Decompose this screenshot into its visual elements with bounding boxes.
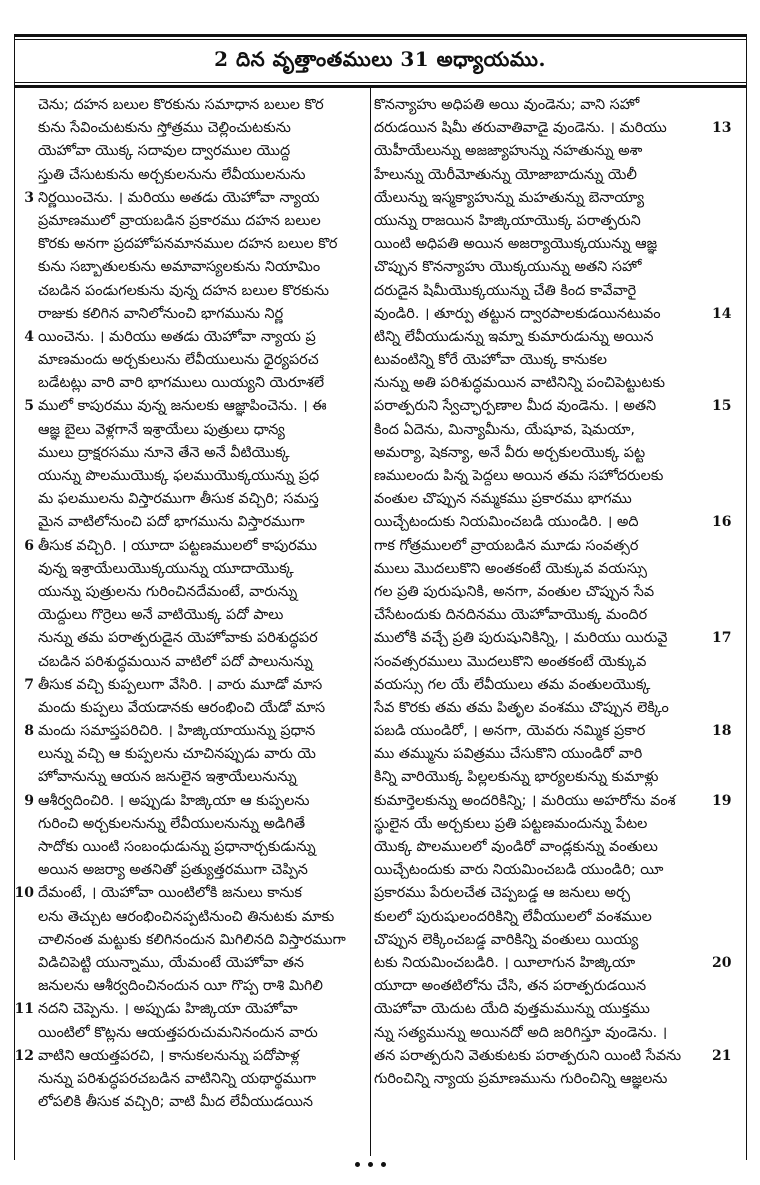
verse-text: చొప్పున లెక్కించబడ్డ వారికిన్ని వంతులు యియ్య xyxy=(374,931,639,948)
text-line xyxy=(38,210,370,233)
verse-text: ఆజ్ఞ బైలు వెళ్లగానే ఇశ్రాయేలు పుత్రులు ధాన్య xyxy=(38,421,285,438)
verse-number: 20 xyxy=(712,954,732,971)
text-line xyxy=(24,790,370,813)
verse-text: యించెను. । మరియు అతడు యెహోవా న్యాయ ప్ర xyxy=(38,328,316,345)
text-line xyxy=(374,558,706,581)
text-line xyxy=(38,488,370,511)
verse-text: చెను; దహన బలుల కొరకును సమాధాన బలుల కొర xyxy=(38,97,324,113)
text-line xyxy=(38,1068,370,1091)
verse-text: ము తమ్మును పవిత్రము చేసుకొని యుండిరో వారి xyxy=(374,746,643,763)
verse-text: ఆశీర్వదించిరి. । అప్పుడు హిజ్కియా ఆ కుప్పలను xyxy=(38,792,310,809)
verse-text: నదని చెప్పెను. । అప్పుడు హిజ్కియా యెహోవా xyxy=(38,1001,298,1018)
text-line xyxy=(374,998,706,1021)
verse-text: కును సబ్బాతులకును అమావాస్యలకును నియామిం xyxy=(38,259,321,276)
text-line xyxy=(38,233,370,256)
verse-text: చేసేటందుకు దినదినము యెహోవాయొక్క మందిర xyxy=(374,607,648,624)
verse-text: టువంటిన్ని కోరే యెహోవా యొక్క కానుకల xyxy=(374,352,607,369)
text-line xyxy=(38,372,370,395)
text-line xyxy=(374,720,732,743)
verse-text: హేలున్ను యెరీమోతున్ను యోజాబాదున్ను యెలీ xyxy=(374,166,637,183)
verse-text: నున్ను పరిశుద్ధపరచబడిన వాటినిన్ని యథార్థముగా xyxy=(38,1070,317,1087)
text-line xyxy=(374,651,706,674)
verse-text: యెద్దులు గొర్రెలు అనే వాటియొక్క పదో పాలు xyxy=(38,607,284,624)
verse-number: 14 xyxy=(712,305,732,322)
verse-number: 13 xyxy=(712,120,732,137)
verse-text: దరుడైన షిమీయొక్కయున్ను చేతి కింద కావేవారై xyxy=(374,282,637,299)
verse-number: 15 xyxy=(712,398,732,415)
verse-text: మాణమందు అర్చకులును లేవీయులును ధైర్యపరచ xyxy=(38,352,319,369)
text-line xyxy=(38,117,370,140)
text-line xyxy=(38,813,370,836)
verse-text: చబడిన పరిశుద్ధమయిన వాటిలో పదో పాలునున్ను xyxy=(38,653,313,670)
text-line xyxy=(38,465,370,488)
text-line xyxy=(38,906,370,929)
verse-text: అయిన అజర్యా అతనితో ప్రత్యుత్తరముగా చెప్పిన xyxy=(38,862,308,879)
verse-text: చొప్పున కొనన్యాహు యొక్కయున్ను అతని సహో xyxy=(374,259,642,276)
verse-text: లను తెచ్చుట ఆరంభించినప్పటినుంచి తినుటకు మాకు xyxy=(38,908,335,925)
text-line xyxy=(374,929,706,952)
text-line xyxy=(38,836,370,859)
page-end-ornament xyxy=(350,1152,390,1176)
verse-text: యెహీయేలున్ను అజజ్యాహున్ను నహతున్ను అశా xyxy=(374,143,643,160)
text-line xyxy=(38,952,370,975)
text-line xyxy=(38,975,370,998)
verse-text: స్తుతి చేసుటకును అర్చకులనును లేవీయులనును xyxy=(38,166,306,183)
text-line xyxy=(374,743,706,766)
page-header xyxy=(14,40,746,82)
text-line xyxy=(24,674,370,697)
text-line xyxy=(24,720,370,743)
verse-text: వయస్సు గల యే లేవీయులు తమ వంతులయొక్క xyxy=(374,676,651,693)
text-line xyxy=(38,929,370,952)
verse-number: 17 xyxy=(712,630,732,647)
verse-text: యెహోవా యొక్క సదావుల ద్వారముల యొద్ద xyxy=(38,143,291,160)
verse-text: కులలో పురుషులందరికిన్ని లేవీయులలో వంశముల xyxy=(374,908,652,925)
verse-text: విడిచిపెట్టి యున్నాము, యేమంటే యెహోవా తన xyxy=(38,954,304,971)
text-line xyxy=(38,280,370,303)
verse-number: 6 xyxy=(24,537,34,554)
text-line xyxy=(38,1091,370,1114)
verse-number: 21 xyxy=(712,1047,732,1064)
text-line xyxy=(374,488,706,511)
text-line xyxy=(38,859,370,882)
text-line xyxy=(374,882,706,905)
verse-text: లోపలికి తీసుక వచ్చిరి; వాటి మీద లేవీయుడయిన xyxy=(38,1094,313,1111)
text-line xyxy=(374,906,706,929)
verse-text: బడేటట్లు వారి వారి భాగములు యియ్యని యెరూశలే xyxy=(38,375,325,392)
text-line xyxy=(374,766,706,789)
verse-text: న్ను సత్యమున్ను అయినదో అది జరిగిస్తూ వుండెను. । xyxy=(374,1024,668,1041)
verse-number: 16 xyxy=(712,514,732,531)
top-border-thick xyxy=(14,34,747,37)
text-line xyxy=(374,674,706,697)
verse-text: ములు మొదలుకొని అంతకంటే యెక్కువ వయస్సు xyxy=(374,560,647,577)
right-border xyxy=(746,34,747,1160)
verse-number: 8 xyxy=(24,723,34,740)
verse-number: 4 xyxy=(24,328,34,345)
text-line xyxy=(374,535,706,558)
verse-text: ములోకి వచ్చే ప్రతి పురుషునికిన్ని, । మరియు యిరువై xyxy=(374,630,668,647)
verse-number: 18 xyxy=(712,723,732,740)
column-divider xyxy=(370,86,371,1156)
verse-text: ములు ద్రాక్షరసము నూనె తేనె అనే వీటియొక్క xyxy=(38,444,290,461)
text-line xyxy=(24,187,370,210)
text-line xyxy=(374,836,706,859)
text-line xyxy=(38,256,370,279)
text-line xyxy=(374,164,706,187)
verse-text: వంతుల చొప్పున నమ్మకము ప్రకారము భాగము xyxy=(374,491,632,508)
text-line xyxy=(38,303,370,326)
verse-text: కును సేవించుటకును స్తోత్రము చెల్లించుటకును xyxy=(38,120,291,137)
text-line xyxy=(374,1022,706,1045)
text-line xyxy=(38,651,370,674)
verse-text: దేమంటే, । యెహోవా యింటిలోకి జనులు కానుక xyxy=(38,885,302,902)
text-line xyxy=(24,535,370,558)
verse-text: కొనన్యాహు అధిపతి అయి వుండెను; వాని సహో xyxy=(374,97,640,113)
verse-text: నున్ను తమ పరాత్పరుడైన యెహోవాకు పరిశుద్ధపర xyxy=(38,630,318,647)
verse-text: స్థులైన యే అర్చకులు ప్రతి పట్టణమందున్ను పేటల xyxy=(374,815,648,832)
verse-text: యిచ్చేటందుకు నియమించబడి యుండిరి. । అది xyxy=(374,514,639,531)
verse-text: కింద ఏదెను, మిన్యామీను, యేషూవ, షెమయా, xyxy=(374,421,635,438)
verse-text: కిన్ని వారియొక్క పిల్లలకున్ను భార్యలకున్ను కుమాళ్లు xyxy=(374,769,659,786)
verse-text: యూదా అంతటిలోను చేసి, తన పరాత్పరుడయిన xyxy=(374,978,647,995)
verse-text: ప్రకారము పేరులచేత చెప్పబడ్డ ఆ జనులు అర్చ xyxy=(374,885,631,902)
verse-text: హోవానున్ను ఆయన జనులైన ఇశ్రాయేలునున్ను xyxy=(38,769,297,786)
text-line xyxy=(38,442,370,465)
verse-text: యింటిలో కొట్లను ఆయత్తపరుచుమనినందున వారు xyxy=(38,1024,318,1041)
verse-text: గాక గోత్రములలో వ్రాయబడిన మూడు సంవత్సర xyxy=(374,537,639,554)
verse-text: మ ఫలములను విస్తారముగా తీసుక వచ్చిరి; సమస్త xyxy=(38,491,319,508)
text-line xyxy=(374,1068,706,1091)
verse-number: 7 xyxy=(24,676,34,693)
text-line xyxy=(38,558,370,581)
verse-text: గల ప్రతి పురుషునికి, అనగా, వంతుల చొప్పున సేవ xyxy=(374,583,655,600)
text-line xyxy=(38,419,370,442)
left-column xyxy=(14,94,370,1114)
verse-text: నున్ను అతి పరిశుద్ధమయిన వాటినిన్ని పంచిపెట్టుటకు xyxy=(374,375,666,392)
text-line xyxy=(14,882,370,905)
text-line xyxy=(374,627,732,650)
text-line xyxy=(38,94,370,117)
text-line xyxy=(374,140,706,163)
text-line xyxy=(374,419,706,442)
text-line xyxy=(374,465,706,488)
verse-text: గురించి అర్చకులనున్ను లేవీయులనున్ను అడిగితే xyxy=(38,815,306,832)
text-line xyxy=(38,604,370,627)
text-line xyxy=(374,1045,732,1068)
text-line xyxy=(374,952,732,975)
verse-text: యున్ను పొలముయొక్క ఫలముయొక్కయున్ను ప్రధ xyxy=(38,468,320,484)
verse-text: దరుడయిన షిమీ తరువాతివాడై వుండెను. । మరియు xyxy=(374,120,667,137)
verse-text: యేలున్ను ఇస్మక్యాహున్ను మహతున్ను బెనాయ్యా xyxy=(374,189,645,206)
verse-text: టకు నియమించబడిరి. । యీలాగున హిజ్కియా xyxy=(374,954,636,971)
text-line xyxy=(374,303,732,326)
text-line xyxy=(14,998,370,1021)
verse-text: కుమార్తెలకున్ను అందరికిన్ని; । మరియు అహరోను వంశ xyxy=(374,792,676,809)
text-line xyxy=(374,256,706,279)
verse-number: 12 xyxy=(14,1047,34,1064)
verse-text: యెహోవా యెదుట యేది వుత్తమమున్ను యుక్తము xyxy=(374,1001,650,1018)
verse-text: ములో కాపురము వున్న జనులకు ఆజ్ఞాపించెను. । ఈ xyxy=(38,398,327,415)
verse-number: 3 xyxy=(24,189,34,206)
text-line xyxy=(374,233,706,256)
verse-text: పబడి యుండిరో, । అనగా, యెవరు నమ్మిక ప్రకార xyxy=(374,723,646,740)
text-line xyxy=(374,790,732,813)
verse-text: తీసుక వచ్చి కుప్పలుగా వేసిరి. । వారు మూడో మాస xyxy=(38,676,323,693)
verse-text: మందు కుప్పలు వేయడానకు ఆరంభించి యేడో మాస xyxy=(38,699,326,716)
verse-text: సేవ కొరకు తమ తమ పితృల వంశము చొప్పున లెక్కిం xyxy=(374,699,669,716)
text-line xyxy=(374,975,706,998)
verse-text: సంవత్సరములు మొదలుకొని అంతకంటే యెక్కువ xyxy=(374,653,647,670)
verse-text: చాలినంత మట్టుకు కలిగినందున మిగిలినది విస్తారముగా xyxy=(38,931,346,948)
verse-number: 5 xyxy=(24,398,34,415)
text-line xyxy=(374,117,732,140)
verse-text: యింటి అధిపతి అయిన అజర్యాయొక్కయున్ను ఆజ్ఞ xyxy=(374,236,658,253)
text-line xyxy=(38,164,370,187)
right-column xyxy=(374,94,732,1091)
verse-text: తీసుక వచ్చిరి. । యూదా పట్టణములలో కాపురము xyxy=(38,537,317,554)
verse-text: వుండిరి. । తూర్పు తట్టున ద్వారపాలకుడయినటువం xyxy=(374,305,661,322)
header-border-thick xyxy=(14,85,747,88)
header-border-thin xyxy=(14,82,747,83)
verse-text: యున్ను రాజయిన హిజ్కియాయొక్క పరాత్పరుని xyxy=(374,212,641,229)
verse-text: నిర్ణయించెను. । మరియు అతడు యెహోవా న్యాయ xyxy=(38,189,320,206)
verse-text: రాజుకు కలిగిన వానిలోనుంచి భాగమును నిర్ణ xyxy=(38,305,284,322)
text-line xyxy=(38,743,370,766)
page-title: 2 దిన వృత్తాంతములు 31 అధ్యాయము. xyxy=(214,46,546,71)
verse-text: యొక్క పొలములలో వుండిరో వాండ్లకున్ను వంతులు xyxy=(374,839,658,855)
text-line xyxy=(374,280,706,303)
text-line xyxy=(374,94,706,117)
verse-text: తన పరాత్పరుని వెతుకుటకు పరాత్పరుని యింటి సేవను xyxy=(374,1047,682,1064)
text-line xyxy=(374,187,706,210)
verse-number: 10 xyxy=(14,885,34,902)
text-line xyxy=(14,1045,370,1068)
text-line xyxy=(374,604,706,627)
text-line xyxy=(374,326,706,349)
text-line xyxy=(24,326,370,349)
verse-text: కొరకు అనగా ప్రదహోపనమానముల దహన బలుల కొర xyxy=(38,236,338,253)
text-line xyxy=(374,395,732,418)
verse-text: అమర్యా, షెకన్యా, అనే వీరు అర్చకులయొక్క పట్ట xyxy=(374,444,646,461)
text-line xyxy=(38,581,370,604)
verse-number: 11 xyxy=(14,1001,34,1018)
verse-text: సాదోకు యింటి సంబంధుడున్ను ప్రధానార్చకుడున్ను xyxy=(38,839,316,855)
text-line xyxy=(374,859,706,882)
verse-text: పరాత్పరుని స్వేచ్ఛార్పణాల మీద వుండెను. । అతని xyxy=(374,398,657,415)
text-line xyxy=(374,511,732,534)
verse-text: లున్ను వచ్చి ఆ కుప్పలను చూచినప్పుడు వారు యె xyxy=(38,746,316,763)
text-line xyxy=(38,697,370,720)
verse-number: 9 xyxy=(24,792,34,809)
verse-text: యున్ను పుత్రులను గురించినదేమంటే, వారున్ను xyxy=(38,583,298,600)
verse-text: జనులను ఆశీర్వదించినందున యీ గొప్ప రాశి మిగిలి xyxy=(38,978,323,995)
text-line xyxy=(374,581,706,604)
verse-text: గురించిన్ని న్యాయ ప్రమాణమును గురించిన్ని ఆజ్ఞలను xyxy=(374,1070,668,1087)
verse-text: ప్రమాణములో వ్రాయబడిన ప్రకారము దహన బలుల xyxy=(38,212,321,229)
text-line xyxy=(374,813,706,836)
text-line xyxy=(374,442,706,465)
text-line xyxy=(374,697,706,720)
verse-number: 19 xyxy=(712,792,732,809)
verse-text: ణములందు పిన్న పెద్దలు అయిన తమ సహోదరులకు xyxy=(374,468,664,484)
verse-text: వున్న ఇశ్రాయేలుయొక్కయున్ను యూదాయొక్క xyxy=(38,560,294,577)
text-line xyxy=(38,349,370,372)
text-line xyxy=(374,349,706,372)
text-line xyxy=(24,395,370,418)
verse-text: యిచ్చేటందుకు వారు నియమించబడి యుండిరి; యీ xyxy=(374,862,664,879)
text-line xyxy=(38,1022,370,1045)
text-line xyxy=(374,210,706,233)
verse-text: మైన వాటిలోనుంచి పదో భాగమును విస్తారముగా xyxy=(38,514,305,531)
verse-text: చబడిన పండుగలకును వున్న దహన బలుల కొరకును xyxy=(38,282,329,299)
verse-text: వాటిని ఆయత్తపరచి, । కానుకలనున్ను పదోపాళ్ల xyxy=(38,1047,300,1064)
text-line xyxy=(38,766,370,789)
text-line xyxy=(38,511,370,534)
verse-text: టిన్ని లేవీయుడున్ను ఇమ్నా కుమారుడున్ను అయిన xyxy=(374,328,654,345)
verse-text: మందు సమాప్తపరిచిరి. । హిజ్కియాయున్ను ప్రధాన xyxy=(38,723,316,740)
text-line xyxy=(374,372,706,395)
text-line xyxy=(38,627,370,650)
text-line xyxy=(38,140,370,163)
